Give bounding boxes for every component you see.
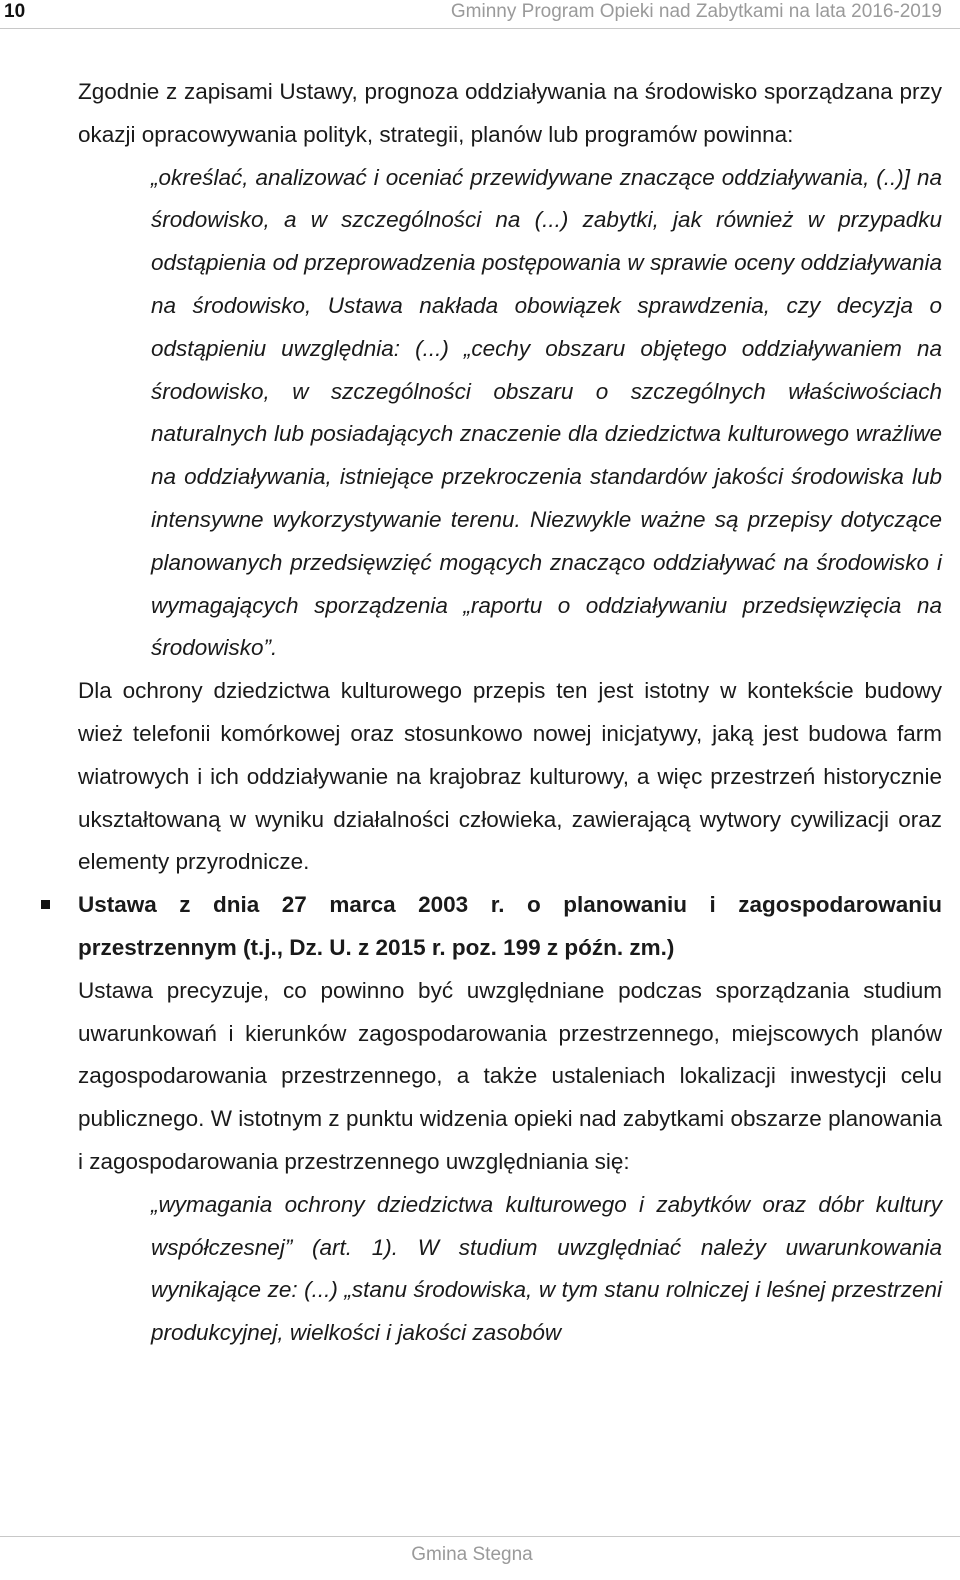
document-body <box>78 71 942 1355</box>
square-bullet-icon <box>41 900 50 909</box>
body-paragraph-planning: Ustawa precyzuje, co powinno być uwzględniane podczas sporządzania studium uwarunkowań i kierunków zagospodarowania przestrzennego, miejscowych planów zagospodarowania przestrzennego, a także ustaleniach lokalizacji inwestycji celu publicznego. W istotnym z punktu widzenia opieki nad zabytkami obszarze planowania i zagospodarowania przestrzennego uwzględniania się: <box>78 977 942 1174</box>
footer-divider <box>0 1536 960 1537</box>
quoted-passage: „wymagania ochrony dziedzictwa kulturowego i zabytków oraz dóbr kultury współczesnej” (art. 1). W studium uwzględniać należy uwarunkowania wynikające ze: (...) „stanu środowiska, w tym stanu rolniczej i leśnej przestrzeni produkcyjnej, wielkości i jakości zasobów <box>151 1191 942 1346</box>
body-paragraph-heritage: Dla ochrony dziedzictwa kulturowego przepis ten jest istotny w kontekście budowy wież telefonii komórkowej oraz stosunkowo nowej inicjatywy, jaką jest budowa farm wiatrowych i ich oddziaływanie na krajobraz kulturowy, a więc przestrzeń historycznie ukształtowaną w wyniku działalności człowieka, zawierającą wytwory cywilizacji oraz elementy przyrodnicze. <box>78 678 942 875</box>
bullet-heading: Ustawa z dnia 27 marca 2003 r. o planowaniu i zagospodarowaniu przestrzennym (t.j., Dz. U. z 2015 r. poz. 199 z późn. zm.) <box>78 892 942 960</box>
body-paragraph-intro: Zgodnie z zapisami Ustawy, prognoza oddziaływania na środowisko sporządzana przy okazji opracowywania polityk, strategii, planów lub programów powinna: <box>78 79 942 147</box>
bullet-item <box>78 884 942 970</box>
quoted-passage: „określać, analizować i oceniać przewidywane znaczące oddziaływania, (..)] na środowisko, a w szczególności na (...) zabytki, jak również w przypadku odstąpienia od przeprowadzenia postępowania w sprawie oceny oddziaływania na środowisko, Ustawa nakłada obowiązek sprawdzenia, czy decyzja o odstąpieniu uwzględnia: (...) „cechy obszaru objętego oddziaływaniem na środowisko, w szczególności obszaru o szczególnych właściwościach naturalnych lub posiadających znaczenie dla dziedzictwa kulturowego wrażliwe na oddziaływania, istniejące przekroczenia standardów jakości środowiska lub intensywne wykorzystywanie terenu. Niezwykle ważne są przepisy dotyczące planowanych przedsięwzięć mogących znacząco oddziaływać na środowisko i wymagających sporządzenia „raportu o oddziaływaniu przedsięwzięcia na środowisko”. <box>151 164 942 661</box>
page-header <box>0 0 960 30</box>
running-title: Gminny Program Opieki nad Zabytkami na lata 2016-2019 <box>450 1 942 22</box>
page-footer: Gmina Stegna <box>411 1544 533 1565</box>
header-divider <box>0 28 960 29</box>
page-number: 10 <box>4 1 26 22</box>
